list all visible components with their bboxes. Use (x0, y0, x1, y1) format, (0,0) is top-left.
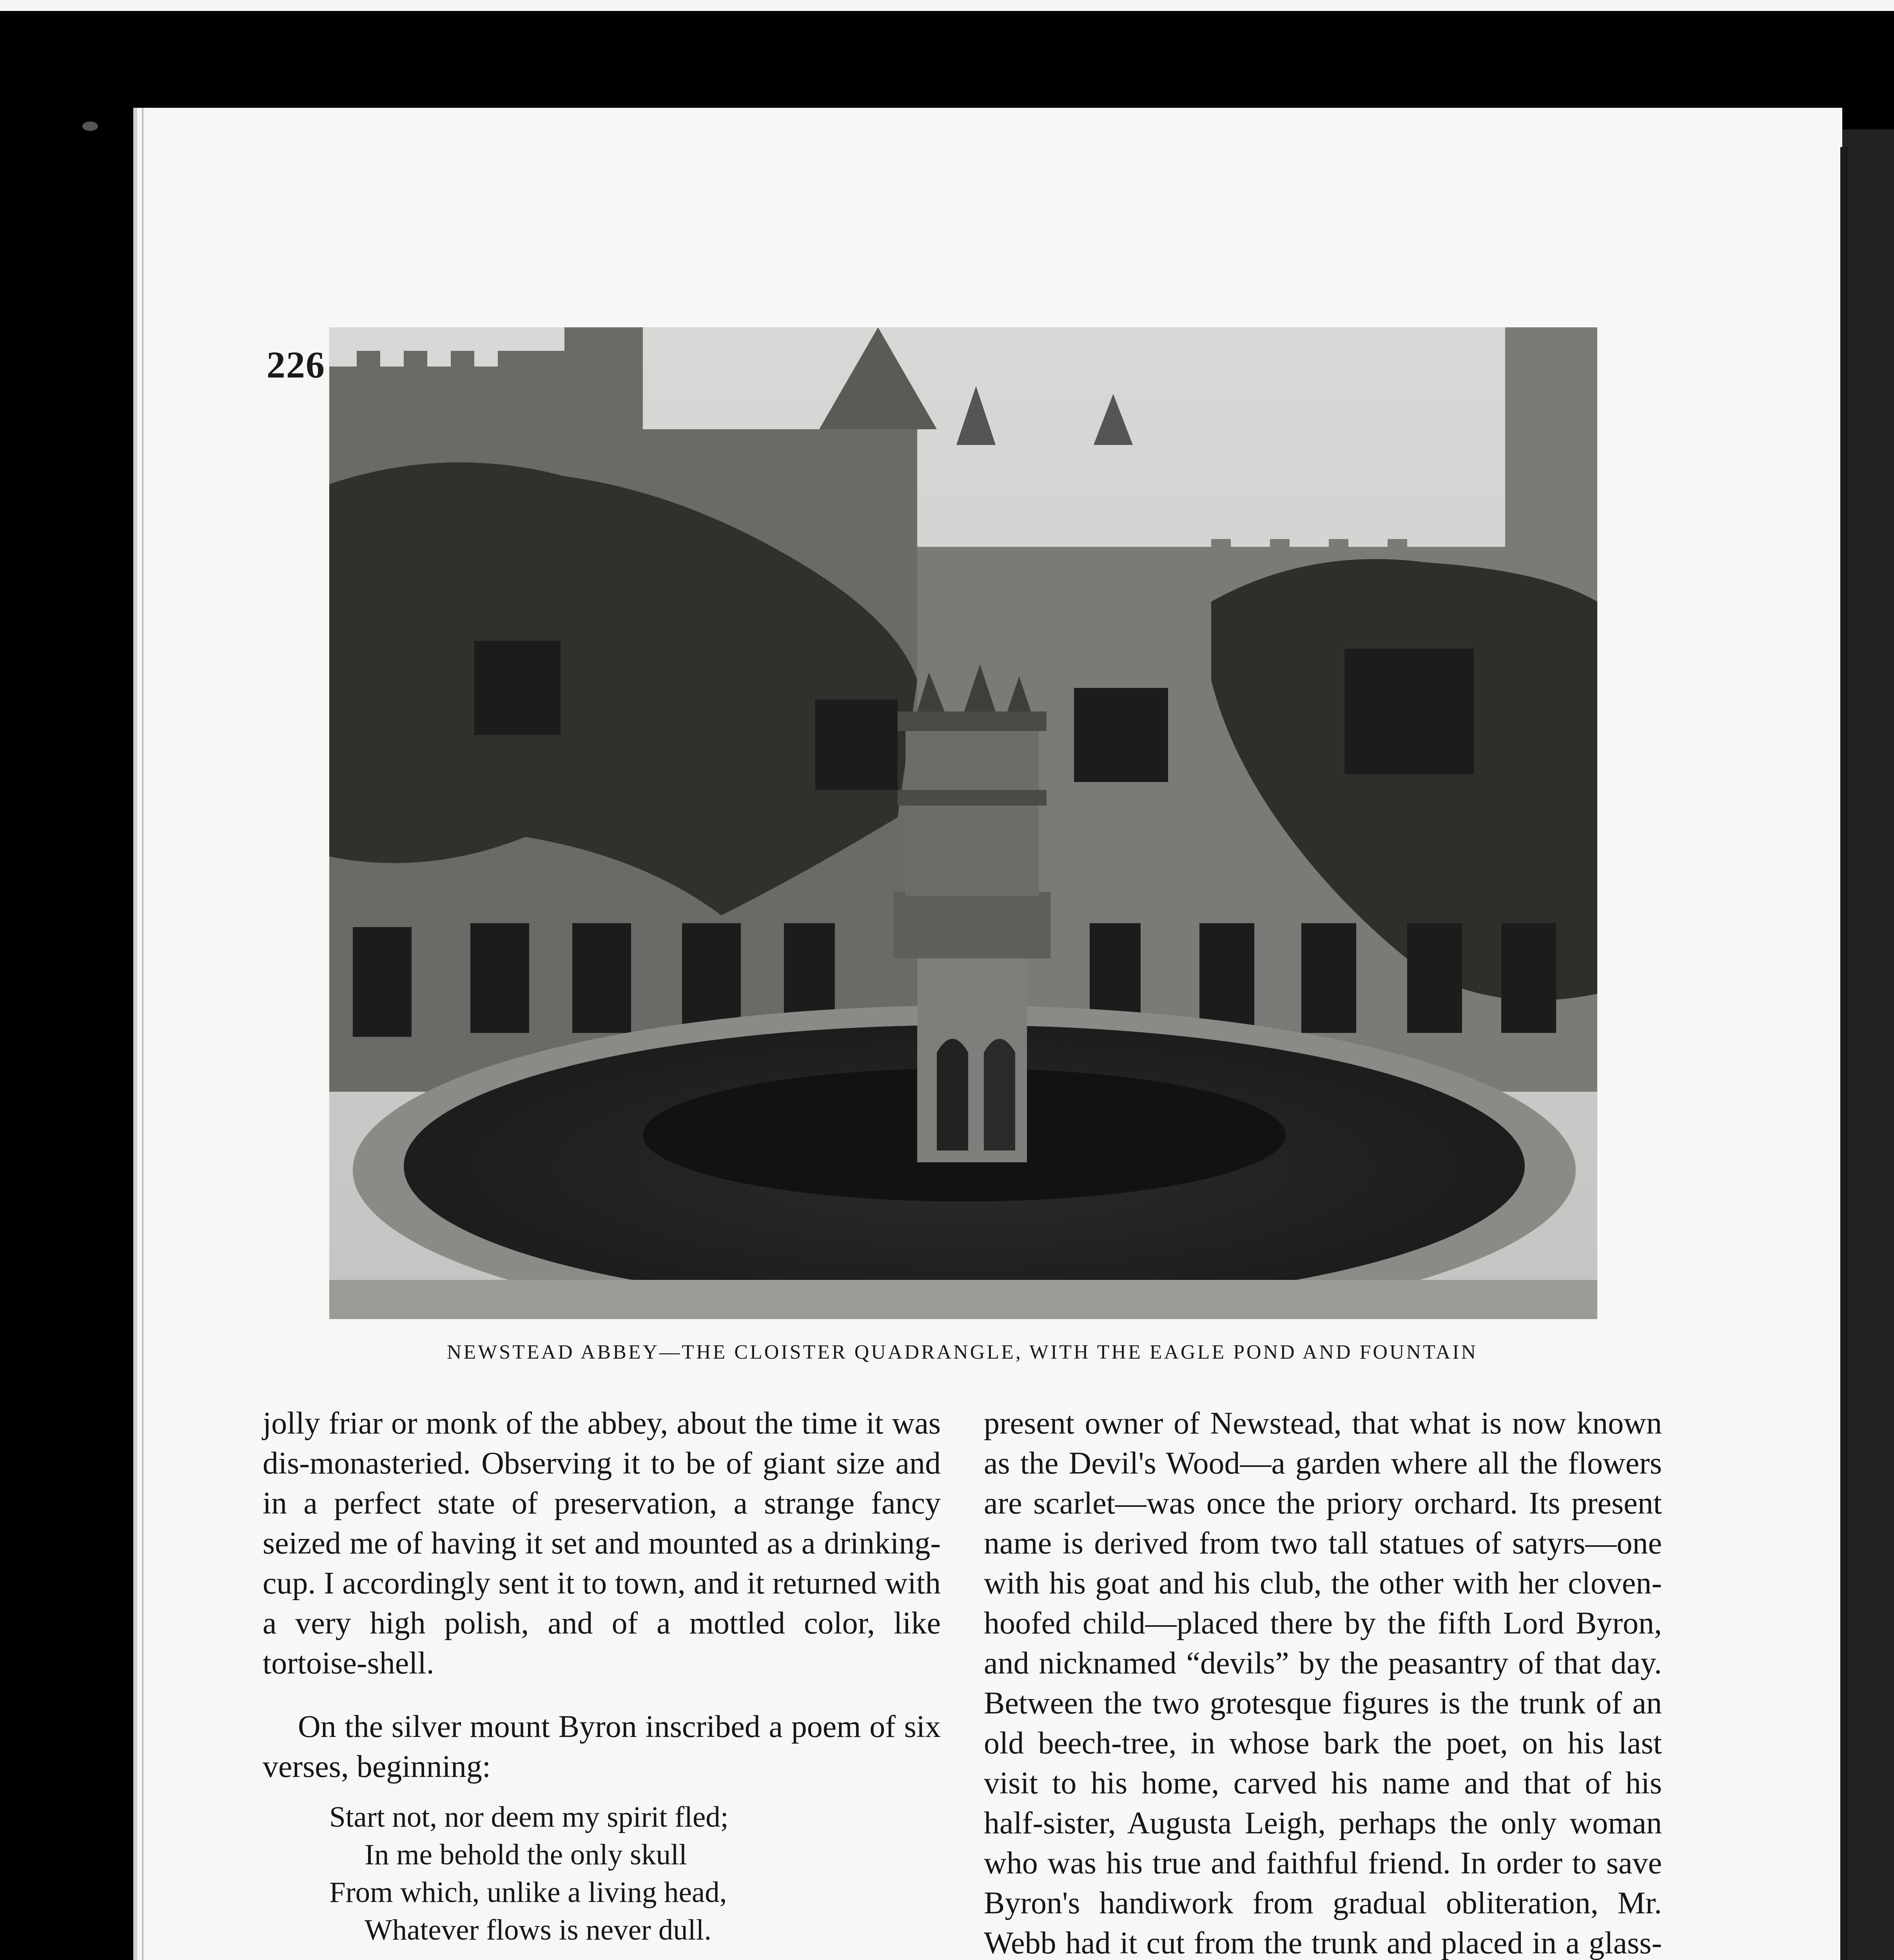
page-number: 226 (267, 344, 325, 386)
underlying-page (1842, 129, 1894, 1960)
right-paragraph-1: present owner of Newstead, that what is now known as the Devil's Wood—a garden where all the flowers are scarlet—was once the priory orchard. Its present name is derived from two tall statues of satyrs—one with his goat and his club, the other with her cloven-hoofed child—placed there by the fifth Lord Byron, and nicknamed “devils” by the peasantry of that day. Between the two grotesque figures is the trunk of an old beech-tree, in whose bark the poet, on his last visit to his home, carved his name and that of his half-sister, Augusta Leigh, perhaps the only woman who was his true and faithful friend. In order to save Byron's handiwork from gradual obliteration, Mr. Webb had it cut from the trunk and placed in a glass- (984, 1406, 1662, 1960)
verse-line-4: Whatever flows is never dull. (365, 1914, 712, 1946)
verse-line-3: From which, unlike a living head, (329, 1876, 727, 1909)
abbey-illustration (329, 327, 1597, 1319)
page-gutter-shadow (1840, 147, 1848, 1960)
left-paragraph-1: jolly friar or monk of the abbey, about the time it was dis-monasteried. Observing it to be of giant size and in a perfect state of preservation, a strange fancy seized me of having it set and mounted as a drinking-cup. I accordingly sent it to town, and it returned with a very high polish, and of a mottled color, like tortoise-shell. (263, 1406, 941, 1681)
scan-speck (82, 122, 98, 131)
verse-line-2: In me behold the only skull (365, 1838, 687, 1871)
page-left-edge (133, 108, 137, 1960)
right-column (984, 1403, 1662, 1960)
page-left-edge-2 (142, 108, 143, 1960)
abbey-photograph (329, 327, 1597, 1319)
left-paragraph-2: On the silver mount Byron inscribed a poem of six verses, beginning: (263, 1710, 941, 1784)
left-column (263, 1403, 941, 1960)
verse-line-1: Start not, nor deem my spirit fled; (329, 1801, 729, 1833)
skull-cup-verse (329, 1798, 941, 1949)
photo-caption: NEWSTEAD ABBEY—THE CLOISTER QUADRANGLE, WITH THE EAGLE POND AND FOUNTAIN (446, 1341, 1478, 1363)
scan-top-edge (0, 0, 1894, 11)
